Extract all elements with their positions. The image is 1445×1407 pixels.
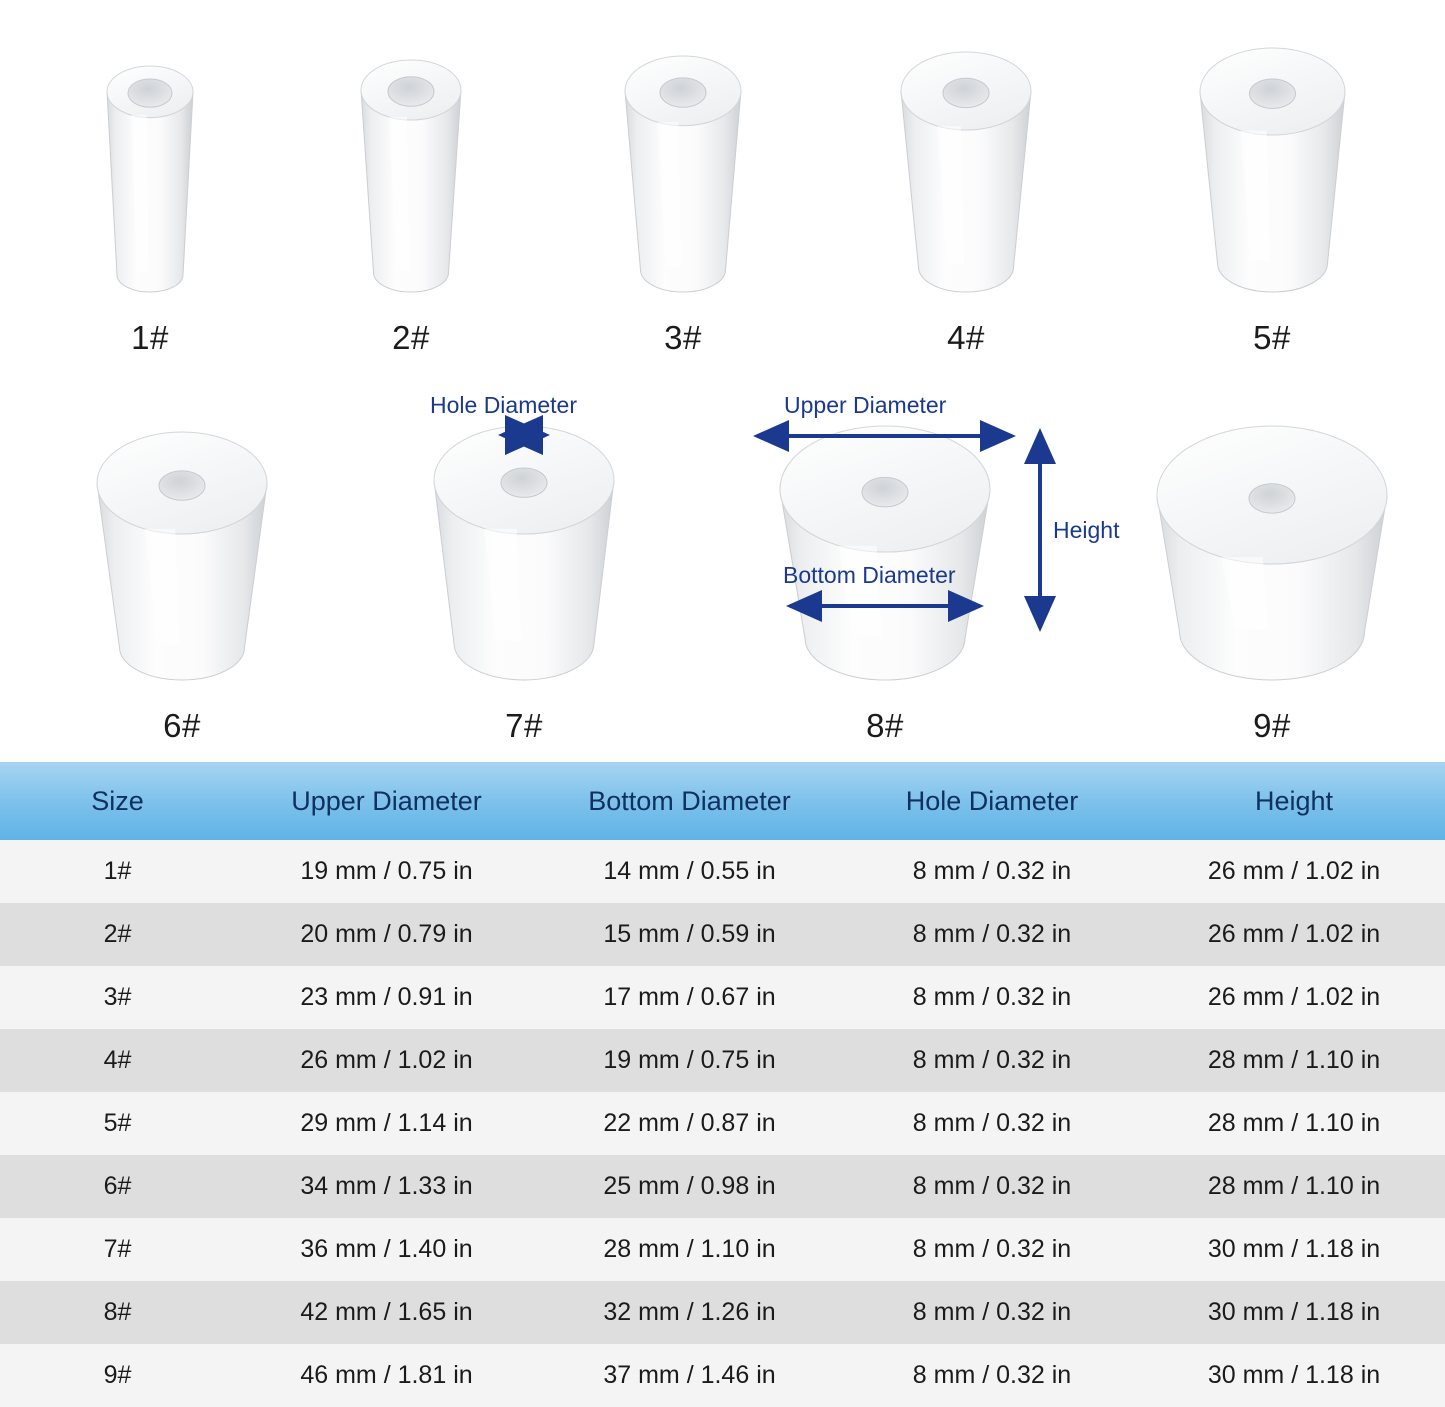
table-cell: 15 mm / 0.59 in [538,903,841,966]
column-header-height: Height [1143,762,1445,840]
table-cell: 17 mm / 0.67 in [538,966,841,1029]
stopper-1 [93,50,207,357]
table-cell: 19 mm / 0.75 in [235,840,538,903]
stopper-label: 3# [664,319,702,356]
annotation-height: Height [1053,517,1120,543]
table-cell: 23 mm / 0.91 in [235,966,538,1029]
table-cell: 8 mm / 0.32 in [841,1218,1143,1281]
table-cell: 9# [0,1344,235,1407]
stopper-label: 6# [163,707,201,744]
table-cell: 30 mm / 1.18 in [1143,1281,1445,1344]
stopper-shape-2 [347,44,475,308]
table-row [0,1218,1445,1281]
table-row [0,1344,1445,1407]
stopper-label: 8# [866,707,904,744]
table-row [0,1092,1445,1155]
table-row [0,1281,1445,1344]
stopper-label: 7# [505,707,543,744]
spec-table [0,762,1445,1407]
table-cell: 34 mm / 1.33 in [235,1155,538,1218]
table-row [0,1155,1445,1218]
stopper-shape-6 [83,416,281,696]
table-cell: 14 mm / 0.55 in [538,840,841,903]
stopper-shape-7 [420,410,628,696]
table-cell: 8 mm / 0.32 in [841,1281,1143,1344]
annotation-bottom-diameter: Bottom Diameter [783,562,956,588]
stopper-label: 1# [131,319,169,356]
annotation-upper-diameter: Upper Diameter [784,392,947,418]
table-body [0,840,1445,1407]
stopper-2 [347,44,475,357]
table-row [0,840,1445,903]
table-cell: 2# [0,903,235,966]
table-cell: 8 mm / 0.32 in [841,1344,1143,1407]
table-cell: 20 mm / 0.79 in [235,903,538,966]
table-row [0,1029,1445,1092]
table-cell: 8 mm / 0.32 in [841,1029,1143,1092]
table-cell: 30 mm / 1.18 in [1143,1344,1445,1407]
table-row [0,966,1445,1029]
table-row [0,903,1445,966]
table-cell: 32 mm / 1.26 in [538,1281,841,1344]
table-cell: 29 mm / 1.14 in [235,1092,538,1155]
table-cell: 28 mm / 1.10 in [1143,1092,1445,1155]
table-cell: 26 mm / 1.02 in [235,1029,538,1092]
stopper-shape-1 [93,50,207,308]
stopper-3 [611,40,755,357]
table-cell: 6# [0,1155,235,1218]
table-cell: 19 mm / 0.75 in [538,1029,841,1092]
stopper-label: 4# [947,319,985,356]
table-cell: 1# [0,840,235,903]
column-header-hole-diameter: Hole Diameter [841,762,1143,840]
stopper-4 [887,36,1045,357]
table-cell: 42 mm / 1.65 in [235,1281,538,1344]
table-cell: 28 mm / 1.10 in [1143,1155,1445,1218]
table-cell: 8 mm / 0.32 in [841,903,1143,966]
column-header-bottom-diameter: Bottom Diameter [538,762,841,840]
stopper-shape-9 [1143,410,1401,696]
table-cell: 8 mm / 0.32 in [841,1155,1143,1218]
table-cell: 26 mm / 1.02 in [1143,966,1445,1029]
table-header-row [0,762,1445,840]
stopper-9 [1143,410,1401,745]
table-cell: 37 mm / 1.46 in [538,1344,841,1407]
table-cell: 30 mm / 1.18 in [1143,1218,1445,1281]
stopper-shape-8 [766,410,1004,696]
stopper-5 [1186,32,1359,357]
table-cell: 8# [0,1281,235,1344]
table-cell: 28 mm / 1.10 in [1143,1029,1445,1092]
stopper-7 [420,410,628,745]
stopper-shape-4 [887,36,1045,308]
table-cell: 4# [0,1029,235,1092]
table-cell: 8 mm / 0.32 in [841,1092,1143,1155]
stopper-shape-5 [1186,32,1359,308]
column-header-upper-diameter: Upper Diameter [235,762,538,840]
table-cell: 22 mm / 0.87 in [538,1092,841,1155]
stopper-shape-3 [611,40,755,308]
table-cell: 26 mm / 1.02 in [1143,903,1445,966]
table-cell: 7# [0,1218,235,1281]
table-cell: 5# [0,1092,235,1155]
table-cell: 28 mm / 1.10 in [538,1218,841,1281]
table-cell: 8 mm / 0.32 in [841,966,1143,1029]
column-header-size: Size [0,762,235,840]
table-cell: 25 mm / 0.98 in [538,1155,841,1218]
table-cell: 8 mm / 0.32 in [841,840,1143,903]
stopper-label: 2# [392,319,430,356]
annotation-hole-diameter: Hole Diameter [430,392,577,418]
spec-table-wrapper [0,762,1445,1407]
table-cell: 26 mm / 1.02 in [1143,840,1445,903]
stopper-6 [83,416,281,745]
stopper-label: 5# [1253,319,1291,356]
table-cell: 46 mm / 1.81 in [235,1344,538,1407]
table-cell: 3# [0,966,235,1029]
stopper-label: 9# [1253,707,1291,744]
table-cell: 36 mm / 1.40 in [235,1218,538,1281]
